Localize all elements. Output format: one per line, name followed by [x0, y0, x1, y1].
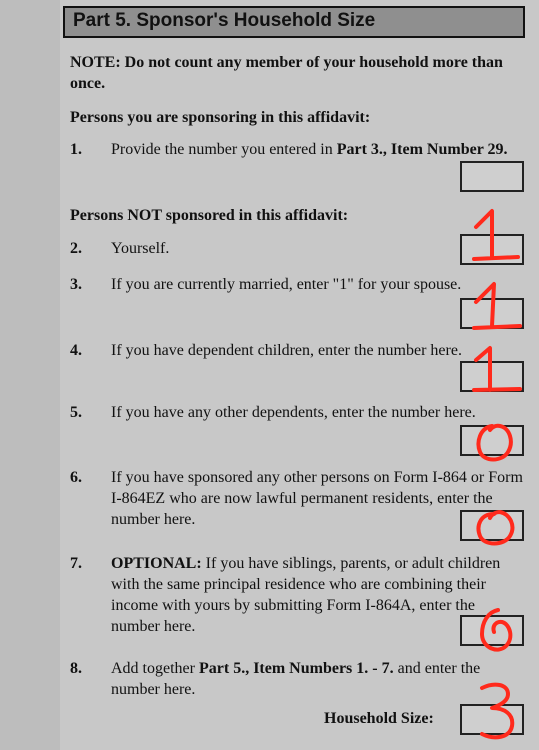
- household-size-handwritten-value: [474, 680, 534, 746]
- item-text: and enter the number here.: [111, 660, 481, 698]
- item-text: If you have siblings, parents, or adult children with the same principal residence who are combining their income with yours by submitting Form I-864A, enter the number here.: [111, 555, 501, 635]
- item-8-text: [111, 658, 531, 700]
- item-6-handwritten-value: [470, 504, 530, 554]
- item-4-handwritten-value: [470, 342, 530, 402]
- item-number: 5.: [70, 404, 82, 421]
- item-2-handwritten-value: [470, 205, 530, 265]
- item-bold-text: Part 5., Item Numbers 1. - 7.: [198, 660, 394, 677]
- item-3-handwritten-value: [470, 280, 530, 340]
- page-margin: [0, 0, 60, 750]
- item-number: 2.: [70, 240, 82, 257]
- item-4-text: If you have dependent children, enter the number here.: [111, 342, 462, 359]
- item-6-text: If you have sponsored any other persons on Form I-864 or Form I-864EZ who are now lawful permanent residents, enter the number here.: [111, 469, 523, 528]
- not-sponsored-heading: Persons NOT sponsored in this affidavit:: [70, 207, 349, 224]
- item-text: Add together: [111, 660, 199, 677]
- item-number: 4.: [70, 342, 82, 359]
- note-text: NOTE: Do not count any member of your household more than once.: [70, 54, 503, 92]
- sponsored-heading: Persons you are sponsoring in this affidavit:: [70, 109, 371, 126]
- item-2-text: Yourself.: [111, 240, 170, 257]
- item-bold-text: Part 3., Item Number 29.: [336, 141, 508, 158]
- item-5-handwritten-value: [472, 418, 532, 468]
- item-5-text: If you have any other dependents, enter the number here.: [111, 404, 476, 421]
- item-number: 7.: [70, 555, 82, 572]
- section-header: [63, 6, 525, 38]
- item-7-handwritten-value: [472, 604, 532, 660]
- item-number: 8.: [70, 660, 82, 677]
- item-3-text: If you are currently married, enter "1" for your spouse.: [111, 276, 462, 293]
- item-text: Provide the number you entered in: [111, 141, 337, 158]
- item-1-field[interactable]: [460, 161, 524, 192]
- item-bold-text: OPTIONAL:: [111, 555, 202, 572]
- item-number: 6.: [70, 469, 82, 486]
- item-number: 3.: [70, 276, 82, 293]
- item-number: 1.: [70, 141, 82, 158]
- section-title: Part 5. Sponsor's Household Size: [73, 10, 376, 31]
- item-1-text: [111, 139, 531, 160]
- household-size-label: Household Size:: [324, 710, 434, 727]
